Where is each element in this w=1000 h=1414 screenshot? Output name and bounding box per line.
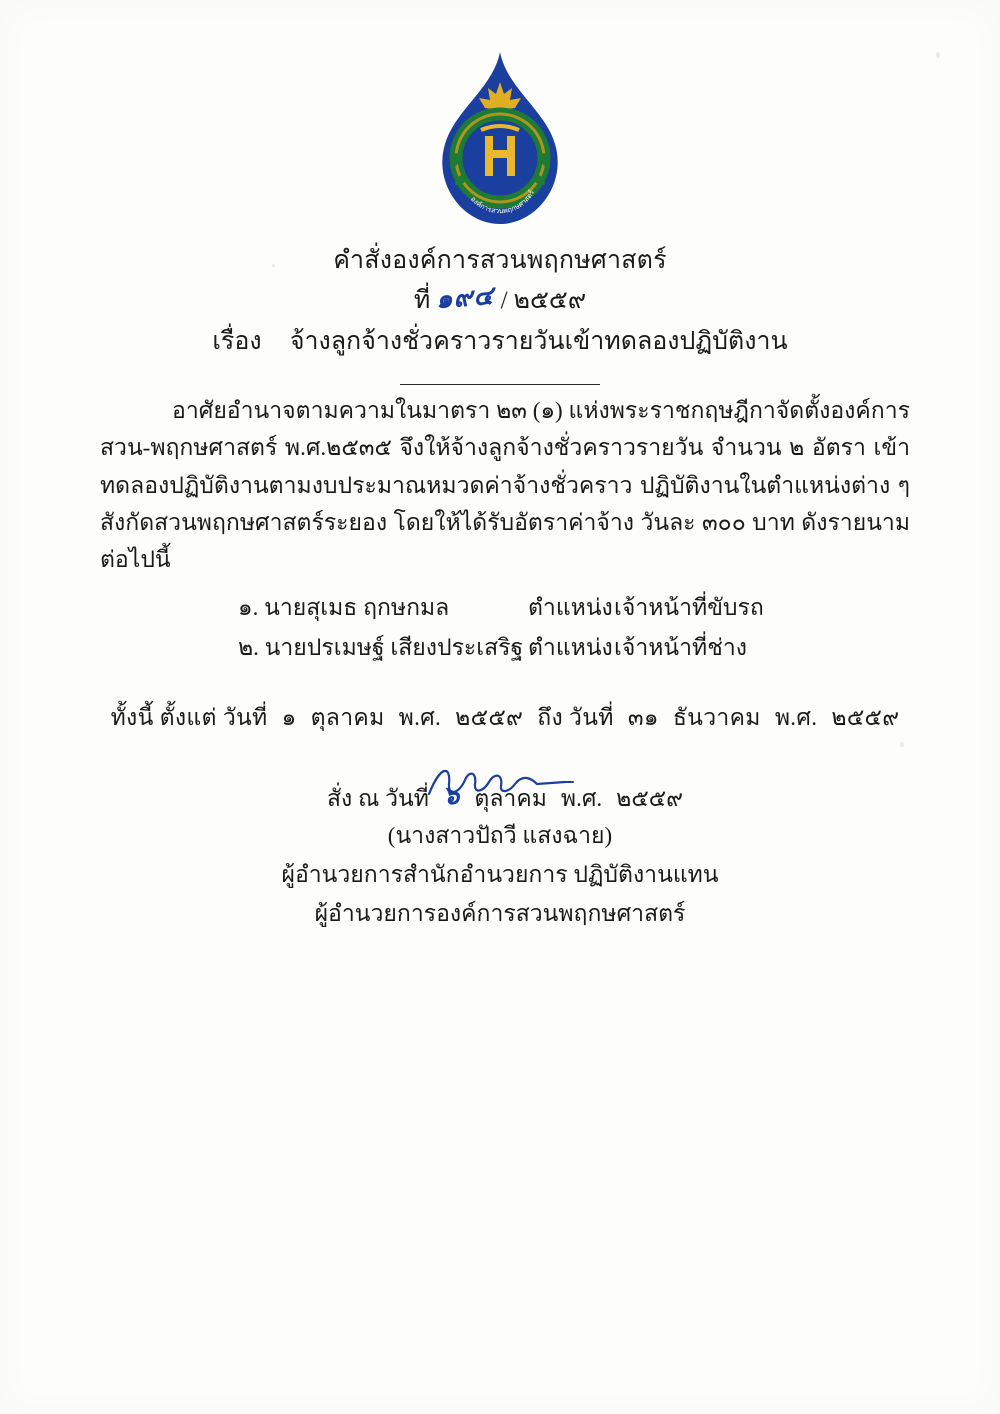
- position-label: ตำแหน่ง: [528, 634, 613, 660]
- signer-name: (นางสาวปัถวี แสงฉาย): [387, 823, 613, 848]
- organization-emblem-icon: [415, 48, 585, 228]
- period-prefix: ทั้งนี้ ตั้งแต่ วันที่: [110, 705, 268, 731]
- document-subject-row: [0, 322, 1000, 362]
- period-start-year: ๒๕๕๙: [455, 705, 524, 731]
- document-number-handwritten: ๑๙๔: [435, 280, 496, 315]
- document-number-separator: /: [500, 286, 508, 314]
- signature-icon: [0, 752, 1000, 810]
- position-value: เจ้าหน้าที่ช่าง: [614, 634, 747, 660]
- position-label: ตำแหน่ง: [528, 595, 613, 621]
- period-start-day: ๑: [281, 705, 297, 731]
- employee-index: ๒.: [238, 634, 259, 660]
- page-title: คำสั่งองค์การสวนพฤกษศาสตร์: [333, 247, 667, 274]
- document-number-label: ที่: [413, 286, 431, 314]
- emblem-container: [0, 48, 1000, 228]
- employee-index: ๑.: [238, 595, 259, 621]
- period-end-day: ๓๑: [627, 705, 659, 731]
- employee-name: [238, 588, 528, 628]
- subject-text: จ้างลูกจ้างชั่วคราวรายวันเข้าทดลองปฏิบัติงาน: [289, 328, 788, 356]
- order-date-month: ตุลาคม: [474, 785, 547, 811]
- position-value: เจ้าหน้าที่ขับรถ: [614, 595, 764, 621]
- list-item: [238, 628, 910, 668]
- document-number-row: [0, 280, 1000, 321]
- period-start-month: ตุลาคม: [310, 705, 385, 731]
- order-date-day-handwritten: ๖: [441, 780, 462, 812]
- period-end-year: ๒๕๕๙: [831, 705, 900, 731]
- order-date-year-label: พ.ศ.: [560, 785, 603, 811]
- order-date-year: ๒๕๕๙: [616, 785, 683, 811]
- employee-name-text: นายสุเมธ ฤกษกมล: [264, 595, 450, 621]
- period-start-year-label: พ.ศ.: [398, 705, 442, 731]
- period-end-month: ธันวาคม: [672, 705, 761, 731]
- document-number-year: ๒๕๕๙: [513, 286, 587, 314]
- period-end-year-label: พ.ศ.: [774, 705, 818, 731]
- heading-divider: [400, 384, 600, 385]
- effective-period-line: [100, 699, 910, 736]
- employee-name: [238, 628, 528, 668]
- employee-name-text: นายปรเมษฐ์ เสียงประเสริฐ: [264, 634, 524, 660]
- list-item: [238, 588, 910, 628]
- period-to: ถึง วันที่: [537, 705, 614, 731]
- subject-label: เรื่อง: [212, 328, 262, 356]
- document-heading: [0, 242, 1000, 385]
- signer-position-line-1: ผู้อำนวยการสำนักอำนวยการ ปฏิบัติงานแทน: [281, 862, 719, 888]
- signer-position-line-2: ผู้อำนวยการองค์การสวนพฤกษศาสตร์: [314, 901, 686, 927]
- svg-text:องค์การสวนพฤกษศาสตร์: องค์การสวนพฤกษศาสตร์: [468, 189, 537, 216]
- body-paragraph: [100, 392, 910, 578]
- signature-block: [0, 752, 1000, 933]
- employee-list: [238, 588, 910, 667]
- order-date-prefix: สั่ง ณ วันที่: [326, 785, 429, 811]
- paragraph-text: อาศัยอำนาจตามความในมาตรา ๒๓ (๑) แห่งพระราชกฤษฎีกาจัดตั้งองค์การสวน-พฤกษศาสตร์ พ.ศ.๒๕๓๕ จึงให้จ้างลูกจ้างชั่วคราวรายวัน จำนวน ๒ อัตรา เข้าทดลองปฏิบัติงานตามงบประมาณหมวดค่าจ้างชั่วคราว ปฏิบัติงานในตำแหน่งต่าง ๆ สังกัดสวนพฤกษศาสตร์ระยอง โดยให้ได้รับอัตราค่าจ้าง วันละ ๓๐๐ บาท ดังรายนามต่อไปนี้: [100, 398, 910, 572]
